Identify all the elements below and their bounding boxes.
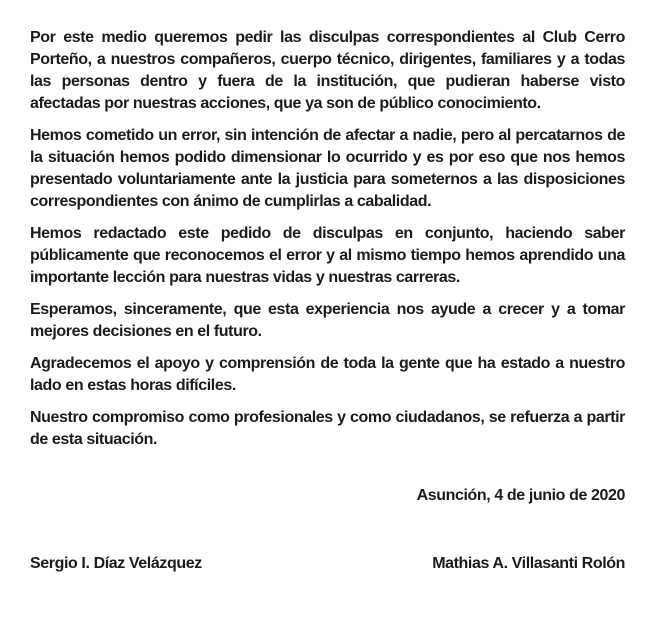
letter-paragraph-1: Por este medio queremos pedir las disculpas correspondientes al Club Cerro Porteño, a nuestros compañeros, cuerpo técnico, dirigentes, familiares y a todas las personas dentro y fuera de la institución, que pudieran haberse visto afectadas por nuestras acciones, que ya son de público conocimiento. [30, 29, 625, 112]
signature-right: Mathias A. Villasanti Rolón [432, 555, 625, 572]
signatures-row [30, 553, 625, 575]
letter-paragraph-3: Hemos redactado este pedido de disculpas en conjunto, haciendo saber públicamente que reconocemos el error y al mismo tiempo hemos aprendido una importante lección para nuestras vidas y nuestras carreras. [30, 225, 625, 286]
letter-paragraph-5: Agradecemos el apoyo y comprensión de toda la gente que ha estado a nuestro lado en estas horas difíciles. [30, 355, 625, 394]
signature-left: Sergio I. Díaz Velázquez [30, 555, 202, 572]
dateline: Asunción, 4 de junio de 2020 [416, 487, 625, 504]
letter-paragraph-4: Esperamos, sinceramente, que esta experiencia nos ayude a crecer y a tomar mejores decisiones en el futuro. [30, 301, 625, 340]
letter-paragraph-2: Hemos cometido un error, sin intención de afectar a nadie, pero al percatarnos de la situación hemos podido dimensionar lo ocurrido y es por eso que nos hemos presentado voluntariamente ante la justicia para someternos a las disposiciones correspondientes con ánimo de cumplirlas a cabalidad. [30, 127, 625, 210]
letter-paragraph-6: Nuestro compromiso como profesionales y como ciudadanos, se refuerza a partir de esta situación. [30, 409, 625, 448]
